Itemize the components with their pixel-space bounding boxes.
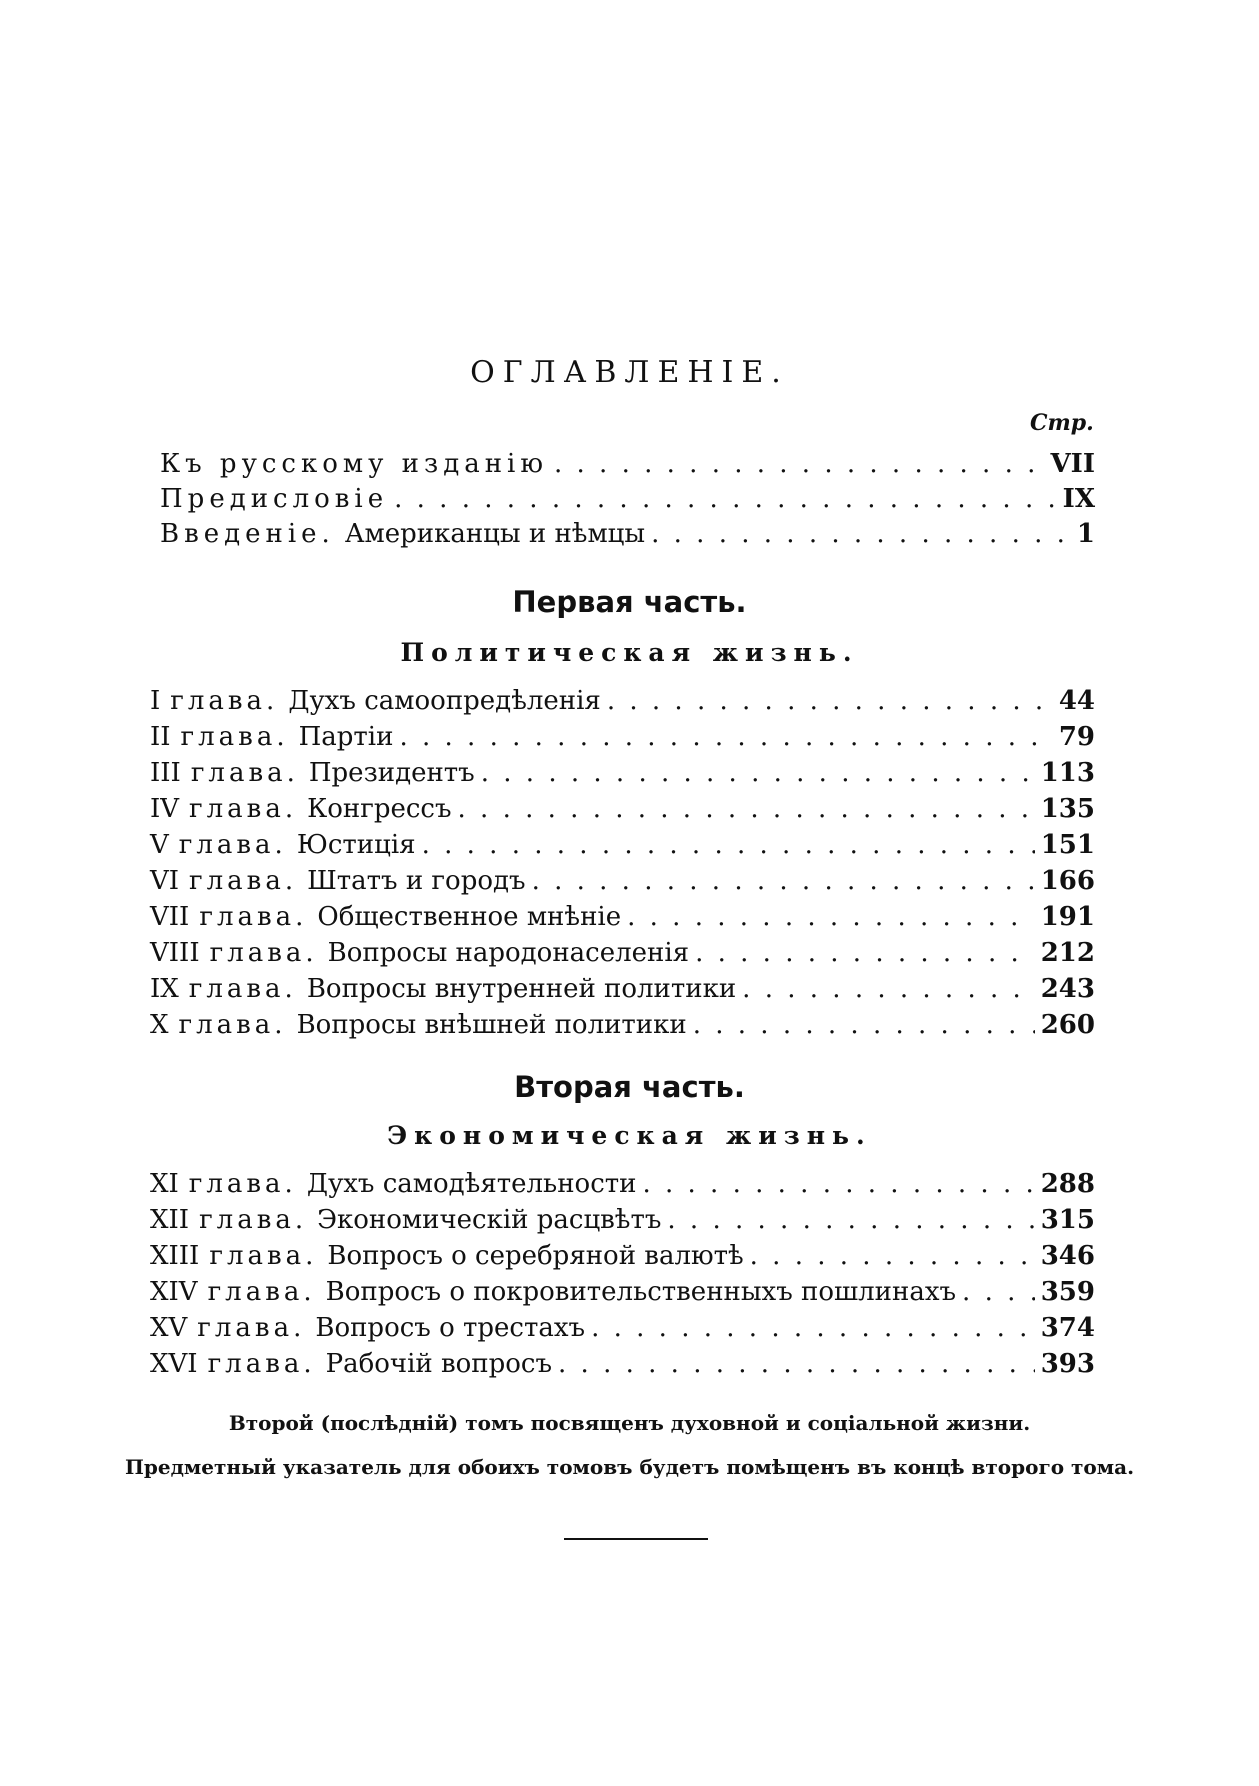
chapter-page: 359 xyxy=(1040,1277,1095,1307)
chapter-title: Духъ самодѣятельности xyxy=(306,1169,637,1199)
chapter-word: глава. xyxy=(170,686,279,716)
page-column-label: Стр. xyxy=(1030,410,1094,436)
entry-title: Американцы и нѣмцы xyxy=(344,519,646,549)
chapter-title: Духъ самоопредѣленія xyxy=(288,686,601,716)
chapter-word: глава. xyxy=(180,722,289,752)
dot-leader xyxy=(695,935,1035,971)
chapter-number: IX xyxy=(150,974,179,1004)
end-rule xyxy=(564,1538,708,1540)
chapter-page: 243 xyxy=(1040,974,1095,1004)
chapter-title: Экономическій расцвѣтъ xyxy=(317,1205,662,1235)
entry-title: Предисловіе xyxy=(160,484,389,514)
chapter-word: глава. xyxy=(178,1010,287,1040)
chapter-title: Вопросы народонаселенія xyxy=(327,938,690,968)
chapter-page: 374 xyxy=(1040,1313,1095,1343)
chapter-word: глава. xyxy=(199,1205,308,1235)
chapter-word: глава. xyxy=(209,1241,318,1271)
chapter-word: глава. xyxy=(197,1313,306,1343)
footnote-volume-two: Второй (послѣдній) томъ посвященъ духовной и соціальной жизни. xyxy=(228,1411,1031,1435)
entry-page: IX xyxy=(1062,484,1095,514)
entry-label: Введеніе. xyxy=(160,519,335,549)
dot-leader xyxy=(481,755,1035,791)
chapter-number: V xyxy=(150,830,169,860)
toc-entry xyxy=(160,516,1095,552)
entry-page: 1 xyxy=(1076,519,1095,549)
chapter-title: Общественное мнѣніе xyxy=(317,902,622,932)
chapter-entry xyxy=(150,935,1095,971)
chapter-title: Партіи xyxy=(298,722,394,752)
part-subheading: Политическая жизнь. xyxy=(400,638,859,667)
chapter-title: Штатъ и городъ xyxy=(307,866,526,896)
chapter-number: VIII xyxy=(150,938,200,968)
chapter-entry xyxy=(150,899,1095,935)
part-heading: Вторая часть. xyxy=(514,1070,745,1104)
chapter-entry xyxy=(150,1238,1095,1274)
chapter-number: VI xyxy=(150,866,180,896)
dot-leader xyxy=(962,1274,1035,1310)
entry-page: VII xyxy=(1050,449,1095,479)
chapter-entry xyxy=(150,1166,1095,1202)
footnote-index: Предметный указатель для обоихъ томовъ будетъ помѣщенъ въ концѣ второго тома. xyxy=(124,1455,1135,1479)
chapter-word: глава. xyxy=(207,1277,316,1307)
chapter-number: XII xyxy=(150,1205,190,1235)
chapter-title: Президентъ xyxy=(308,758,475,788)
chapter-number: XIV xyxy=(150,1277,198,1307)
chapter-word: глава. xyxy=(209,938,318,968)
chapter-number: X xyxy=(150,1010,169,1040)
chapter-title: Вопросъ о серебряной валютѣ xyxy=(327,1241,744,1271)
dot-leader xyxy=(651,516,1071,552)
chapter-entry xyxy=(150,863,1095,899)
chapter-number: XIII xyxy=(150,1241,200,1271)
chapter-title: Конгрессъ xyxy=(307,794,452,824)
chapter-title: Рабочій вопросъ xyxy=(325,1349,553,1379)
chapter-entry xyxy=(150,1310,1095,1346)
chapter-page: 113 xyxy=(1040,758,1095,788)
dot-leader xyxy=(394,481,1057,517)
chapter-word: глава. xyxy=(178,830,287,860)
chapter-number: IV xyxy=(150,794,180,824)
chapter-title: Юстиція xyxy=(296,830,416,860)
chapter-word: глава. xyxy=(199,902,308,932)
page-title: ОГЛАВЛЕНІЕ. xyxy=(470,355,789,390)
chapter-entry xyxy=(150,755,1095,791)
chapter-page: 191 xyxy=(1040,902,1095,932)
toc-entry xyxy=(160,481,1095,517)
chapter-entry xyxy=(150,1274,1095,1310)
toc-entry xyxy=(160,446,1095,482)
chapter-number: XV xyxy=(150,1313,188,1343)
chapter-entry xyxy=(150,1007,1095,1043)
entry-title: Къ русскому изданію xyxy=(160,449,548,479)
dot-leader xyxy=(627,899,1035,935)
chapter-word: глава. xyxy=(188,1169,297,1199)
chapter-entry xyxy=(150,791,1095,827)
chapter-page: 260 xyxy=(1040,1010,1095,1040)
chapter-page: 288 xyxy=(1040,1169,1095,1199)
chapter-number: II xyxy=(150,722,171,752)
dot-leader xyxy=(422,827,1035,863)
dot-leader xyxy=(642,1166,1034,1202)
chapter-number: XI xyxy=(150,1169,179,1199)
chapter-page: 151 xyxy=(1040,830,1095,860)
chapter-page: 44 xyxy=(1058,686,1095,716)
part-subheading: Экономическая жизнь. xyxy=(387,1121,872,1150)
chapter-title: Вопросъ о покровительственныхъ пошлинахъ xyxy=(325,1277,957,1307)
chapter-word: глава. xyxy=(189,866,298,896)
chapter-page: 135 xyxy=(1040,794,1095,824)
chapter-page: 79 xyxy=(1058,722,1095,752)
chapter-word: глава. xyxy=(190,758,299,788)
chapter-entry xyxy=(150,827,1095,863)
chapter-entry xyxy=(150,971,1095,1007)
chapter-word: глава. xyxy=(207,1349,316,1379)
chapter-number: VII xyxy=(150,902,190,932)
chapter-title: Вопросы внѣшней политики xyxy=(296,1010,687,1040)
dot-leader xyxy=(399,719,1052,755)
chapter-entry xyxy=(150,683,1095,719)
chapter-entry xyxy=(150,1202,1095,1238)
part-heading: Первая часть. xyxy=(512,585,747,619)
dot-leader xyxy=(667,1202,1034,1238)
chapter-word: глава. xyxy=(188,974,297,1004)
chapter-title: Вопросы внутренней политики xyxy=(306,974,737,1004)
chapter-number: I xyxy=(150,686,161,716)
dot-leader xyxy=(458,791,1035,827)
dot-leader xyxy=(693,1007,1035,1043)
chapter-page: 212 xyxy=(1040,938,1095,968)
dot-leader xyxy=(532,863,1035,899)
dot-leader xyxy=(607,683,1053,719)
dot-leader xyxy=(591,1310,1035,1346)
dot-leader xyxy=(554,446,1045,482)
chapter-page: 346 xyxy=(1040,1241,1095,1271)
chapter-title: Вопросъ о трестахъ xyxy=(315,1313,586,1343)
chapter-entry xyxy=(150,1346,1095,1382)
chapter-page: 315 xyxy=(1040,1205,1095,1235)
chapter-number: III xyxy=(150,758,181,788)
dot-leader xyxy=(742,971,1035,1007)
chapter-entry xyxy=(150,719,1095,755)
chapter-number: XVI xyxy=(150,1349,198,1379)
dot-leader xyxy=(558,1346,1035,1382)
dot-leader xyxy=(750,1238,1035,1274)
chapter-page: 166 xyxy=(1040,866,1095,896)
chapter-page: 393 xyxy=(1040,1349,1095,1379)
chapter-word: глава. xyxy=(189,794,298,824)
